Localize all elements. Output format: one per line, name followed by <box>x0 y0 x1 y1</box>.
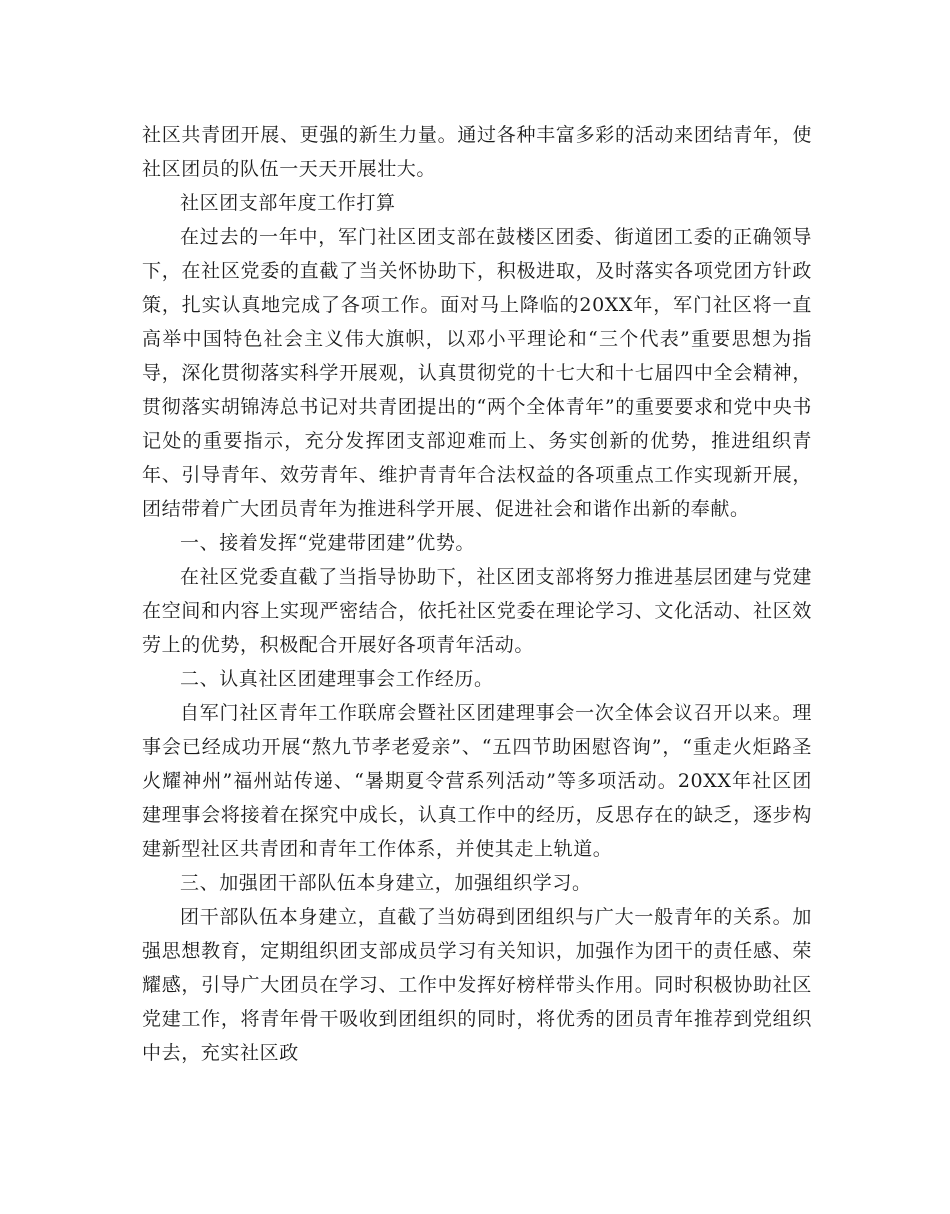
paragraph-item-3: 团干部队伍本身建立，直截了当妨碍到团组织与广大一般青年的关系。加强思想教育，定期组织团支部成员学习有关知识，加强作为团干的责任感、荣耀感，引导广大团员在学习、工作中发挥好榜样带头作用。同时积极协助社区党建工作，将青年骨干吸收到团组织的同时，将优秀的团员青年推荐到党组织中去，充实社区政 <box>142 906 812 1064</box>
document-body <box>142 118 812 1070</box>
section-title-annual-plan: 社区团支部年度工作打算 <box>180 192 396 214</box>
paragraph-intro: 在过去的一年中，军门社区团支部在鼓楼区团委、街道团工委的正确领导下，在社区党委的直截了当关怀协助下，积极进取，及时落实各项党团方针政策，扎实认真地完成了各项工作。面对马上降临的20XX年，军门社区将一直高举中国特色社会主义伟大旗帜，以邓小平理论和“三个代表”重要思想为指导，深化贯彻落实科学开展观，认真贯彻党的十七大和十七届四中全会精神，贯彻落实胡锦涛总书记对共青团提出的“两个全体青年”的重要要求和党中央书记处的重要指示，充分发挥团支部迎难而上、务实创新的优势，推进组织青年、引导青年、效劳青年、维护青青年合法权益的各项重点工作实现新开展，团结带着广大团员青年为推进科学开展、促进社会和谐作出新的奉献。 <box>142 226 812 520</box>
heading-item-2: 二、认真社区团建理事会工作经历。 <box>180 668 494 690</box>
heading-item-3: 三、加强团干部队伍本身建立，加强组织学习。 <box>180 872 592 894</box>
paragraph-continuation: 社区共青团开展、更强的新生力量。通过各种丰富多彩的活动来团结青年，使社区团员的队伍一天天开展壮大。 <box>142 124 812 180</box>
heading-item-1: 一、接着发挥“党建带团建”优势。 <box>180 532 476 554</box>
paragraph-item-2: 自军门社区青年工作联席会暨社区团建理事会一次全体会议召开以来。理事会已经成功开展“熬九节孝老爱亲”、“五四节助困慰咨询”，“重走火炬路圣火耀神州”福州站传递、“暑期夏令营系列活动”等多项活动。20XX年社区团建理事会将接着在探究中成长，认真工作中的经历，反思存在的缺乏，逐步构建新型社区共青团和青年工作体系，并使其走上轨道。 <box>142 702 812 860</box>
paragraph-item-1: 在社区党委直截了当指导协助下，社区团支部将努力推进基层团建与党建在空间和内容上实现严密结合，依托社区党委在理论学习、文化活动、社区效劳上的优势，积极配合开展好各项青年活动。 <box>142 566 812 656</box>
